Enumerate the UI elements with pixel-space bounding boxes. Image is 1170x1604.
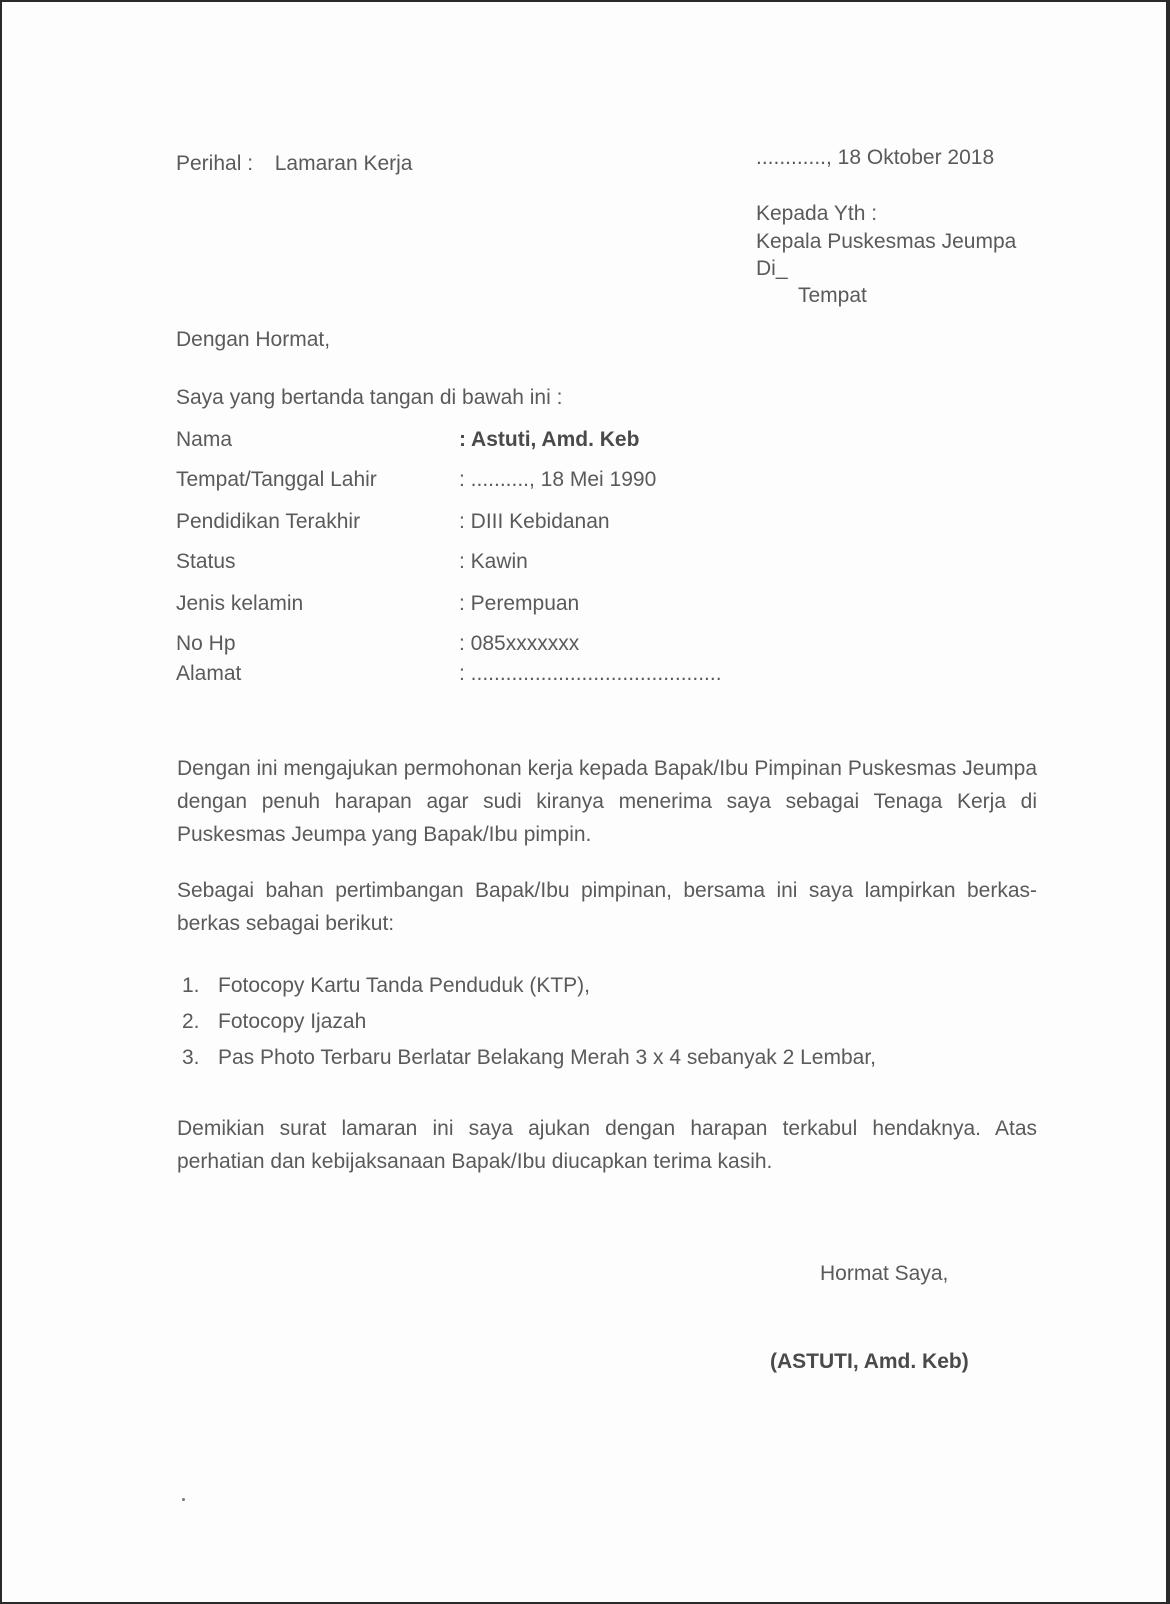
field-label: Tempat/Tanggal Lahir bbox=[176, 468, 377, 491]
scan-speck bbox=[182, 1498, 185, 1501]
recipient-line-4: Tempat bbox=[798, 284, 867, 307]
field-value: : Astuti, Amd. Keb bbox=[459, 428, 640, 451]
subject-line bbox=[176, 152, 412, 176]
list-item bbox=[182, 968, 876, 1004]
field-value: : 085xxxxxxx bbox=[459, 632, 580, 655]
field-label: Status bbox=[176, 550, 236, 573]
field-label: Nama bbox=[176, 428, 233, 451]
subject-value: Lamaran Kerja bbox=[274, 152, 413, 175]
list-item-text: Fotocopy Ijazah bbox=[218, 1010, 367, 1033]
list-item-text: Fotocopy Kartu Tanda Penduduk (KTP), bbox=[218, 974, 590, 997]
closing-paragraph: Demikian surat lamaran ini saya ajukan dengan harapan terkabul hendaknya. Atas perhatian dan kebijaksanaan Bapak/Ibu diucapkan terima kasih. bbox=[177, 1117, 1037, 1173]
signature-name: (ASTUTI, Amd. Keb) bbox=[770, 1350, 969, 1373]
body-paragraph-2: Sebagai bahan pertimbangan Bapak/Ibu pimpinan, bersama ini saya lampirkan berkas-berkas sebagai berikut: bbox=[177, 879, 1037, 935]
attachment-list bbox=[182, 968, 876, 1076]
field-label: Alamat bbox=[176, 662, 242, 685]
body-paragraph-1: Dengan ini mengajukan permohonan kerja kepada Bapak/Ibu Pimpinan Puskesmas Jeumpa dengan penuh harapan agar sudi kiranya menerima saya sebagai Tenaga Kerja di Puskesmas Jeumpa yang Bapak/Ibu pimpin. bbox=[177, 757, 1037, 846]
recipient-line-1: Kepada Yth : bbox=[756, 202, 878, 225]
intro-line: Saya yang bertanda tangan di bawah ini : bbox=[176, 386, 563, 409]
field-value: : Kawin bbox=[459, 550, 528, 573]
subject-label: Perihal : bbox=[176, 152, 254, 175]
recipient-line-3: Di_ bbox=[756, 257, 788, 280]
list-item-number: 1. bbox=[182, 974, 200, 997]
list-item-text: Pas Photo Terbaru Berlatar Belakang Merah 3 x 4 sebanyak 2 Lembar, bbox=[218, 1046, 877, 1069]
sign-off: Hormat Saya, bbox=[820, 1262, 949, 1285]
field-value: : DIII Kebidanan bbox=[459, 510, 610, 533]
list-item-number: 3. bbox=[182, 1046, 200, 1069]
list-item-number: 2. bbox=[182, 1010, 200, 1033]
field-label: No Hp bbox=[176, 632, 236, 655]
list-item bbox=[182, 1040, 876, 1076]
list-item bbox=[182, 1004, 876, 1040]
field-label: Pendidikan Terakhir bbox=[176, 510, 361, 533]
field-value: : .........., 18 Mei 1990 bbox=[459, 468, 657, 491]
field-value: : Perempuan bbox=[459, 592, 580, 615]
field-label: Jenis kelamin bbox=[176, 592, 304, 615]
letter-date: ............, 18 Oktober 2018 bbox=[756, 146, 995, 169]
greeting: Dengan Hormat, bbox=[176, 328, 331, 351]
recipient-line-2: Kepala Puskesmas Jeumpa bbox=[756, 230, 1017, 253]
field-value: : ........................................... bbox=[459, 662, 722, 685]
